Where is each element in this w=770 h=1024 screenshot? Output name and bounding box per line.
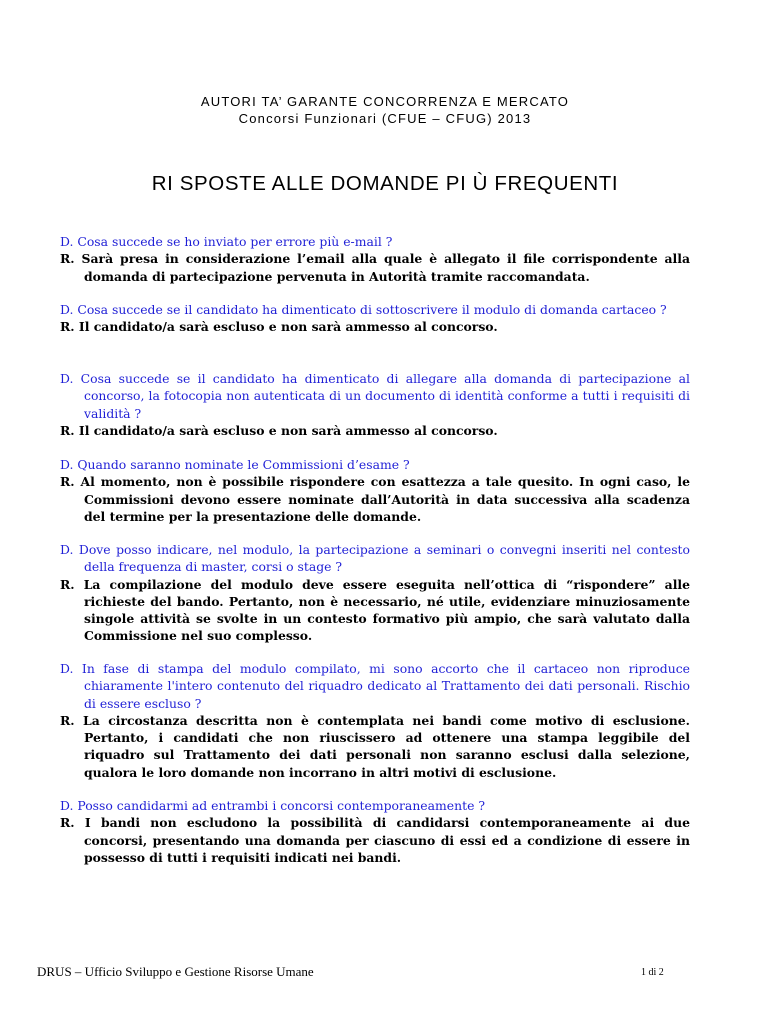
header-authority: AUTORI TA’ GARANTE CONCORRENZA E MERCATO	[200, 94, 570, 109]
faq-answer: R. Sarà presa in considerazione l’email alla quale è allegato il file corrispondente alla domanda di partecipazione pervenuta in Autorità tramite raccomandata.	[60, 251, 690, 284]
faq-item	[60, 797, 690, 866]
faq-question: D. In fase di stampa del modulo compilato, mi sono accorto che il cartaceo non riproduce chiaramente l'intero contenuto del riquadro dedicato al Trattamento dei dati personali. Rischio di essere escluso ?	[60, 661, 690, 711]
faq-answer: R. Il candidato/a sarà escluso e non sarà ammesso al concorso.	[60, 319, 498, 335]
faq-question: D. Cosa succede se il candidato ha dimenticato di sottoscrivere il modulo di domanda cartaceo ?	[60, 302, 667, 317]
header-competition: Concorsi Funzionari (CFUE – CFUG) 2013	[238, 111, 532, 126]
faq-item	[60, 456, 690, 525]
faq-item	[60, 233, 690, 285]
faq-question: D. Posso candidarmi ad entrambi i concorsi contemporaneamente ?	[60, 798, 485, 813]
faq-answer: R. Al momento, non è possibile rispondere con esattezza a tale quesito. In ogni caso, le Commissioni devono essere nominate dall’Autorità in data successiva alla scadenza del termine per la presentazione delle domande.	[60, 474, 690, 524]
faq-item	[60, 541, 690, 645]
footer-office: DRUS – Ufficio Sviluppo e Gestione Risorse Umane	[37, 964, 314, 979]
faq-question: D. Dove posso indicare, nel modulo, la partecipazione a seminari o convegni inseriti nel contesto della frequenza di master, corsi o stage ?	[60, 542, 690, 575]
faq-answer: R. La circostanza descritta non è contemplata nei bandi come motivo di esclusione. Pertanto, i candidati che non riuscissero ad ottenere una stampa leggibile del riquadro sul Trattamento dei dati personali non saranno esclusi dalla selezione, qualora le loro domande non incorrano in altri motivi di esclusione.	[60, 712, 690, 780]
document-header	[0, 93, 770, 127]
faq-item	[60, 370, 690, 439]
faq-question: D. Cosa succede se ho inviato per errore più e-mail ?	[60, 234, 393, 249]
faq-item	[60, 301, 690, 336]
faq-answer: R. La compilazione del modulo deve essere eseguita nell’ottica di “rispondere” alle richieste del bando. Pertanto, non è necessario, né utile, evidenziare minuziosamente singole attività se svolte in un contesto formativo più ampio, che sarà valutato dalla Commissione nel suo complesso.	[60, 576, 690, 644]
faq-answer: R. I bandi non escludono la possibilità di candidarsi contemporaneamente ai due concorsi, presentando una domanda per ciascuno di essi ed a condizione di essere in possesso di tutti i requisiti indicati nei bandi.	[60, 815, 690, 865]
footer-page-number: 1 di 2	[641, 967, 664, 978]
faq-answer: R. Il candidato/a sarà escluso e non sarà ammesso al concorso.	[60, 422, 498, 438]
page-title: RI SPOSTE ALLE DOMANDE PI Ù FREQUENTI	[151, 172, 619, 195]
faq-item	[60, 660, 690, 781]
faq-question: D. Quando saranno nominate le Commissioni d’esame ?	[60, 457, 410, 472]
faq-question: D. Cosa succede se il candidato ha dimenticato di allegare alla domanda di partecipazione al concorso, la fotocopia non autenticata di un documento di identità conforme a tutti i requisiti di validità ?	[60, 371, 690, 421]
